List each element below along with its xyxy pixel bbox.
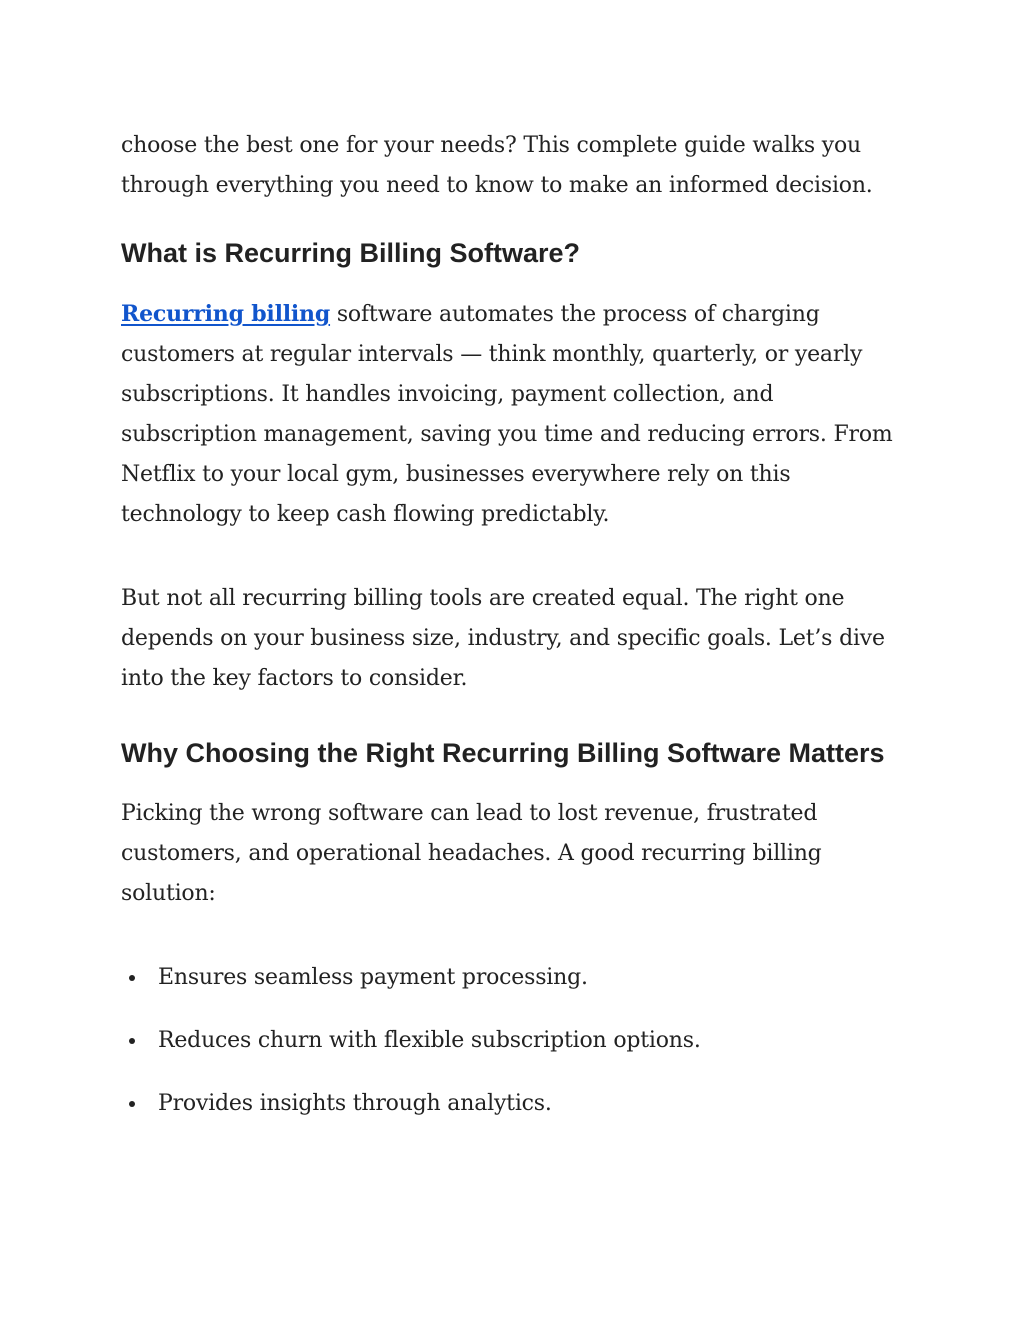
section2-paragraph: Picking the wrong software can lead to lost revenue, frustrated customers, and operational headaches. A good recurring billing solution: (121, 801, 822, 906)
section1-paragraph-1-text: software automates the process of charging customers at regular intervals — think monthly, quarterly, or yearly subscriptions. It handles invoicing, payment collection, and subscription management, saving you time and reducing errors. From Netflix to your local gym, businesses everywhere rely on this technology to keep cash flowing predictably. (121, 302, 893, 527)
list-item (121, 1021, 911, 1061)
list-item-text: Provides insights through analytics. (158, 1091, 552, 1116)
recurring-billing-link[interactable]: Recurring billing (121, 301, 331, 327)
benefits-list (121, 958, 911, 1124)
list-item-text: Reduces churn with flexible subscription options. (158, 1028, 701, 1053)
list-item (121, 958, 911, 998)
list-item (121, 1084, 911, 1124)
section-heading-why-choosing: Why Choosing the Right Recurring Billing Software Matters (121, 738, 885, 768)
section1-paragraph-1 (121, 294, 911, 535)
bullet-icon (129, 1038, 135, 1044)
bullet-icon (129, 1101, 135, 1107)
section1-paragraph-2: But not all recurring billing tools are created equal. The right one depends on your business size, industry, and specific goals. Let’s dive into the key factors to consider. (121, 586, 885, 691)
bullet-icon (129, 975, 135, 981)
list-item-text: Ensures seamless payment processing. (158, 965, 588, 990)
intro-paragraph: choose the best one for your needs? This complete guide walks you through everything you need to know to make an informed decision. (121, 133, 873, 198)
document-page (121, 126, 911, 1147)
section-heading-what-is: What is Recurring Billing Software? (121, 238, 581, 268)
